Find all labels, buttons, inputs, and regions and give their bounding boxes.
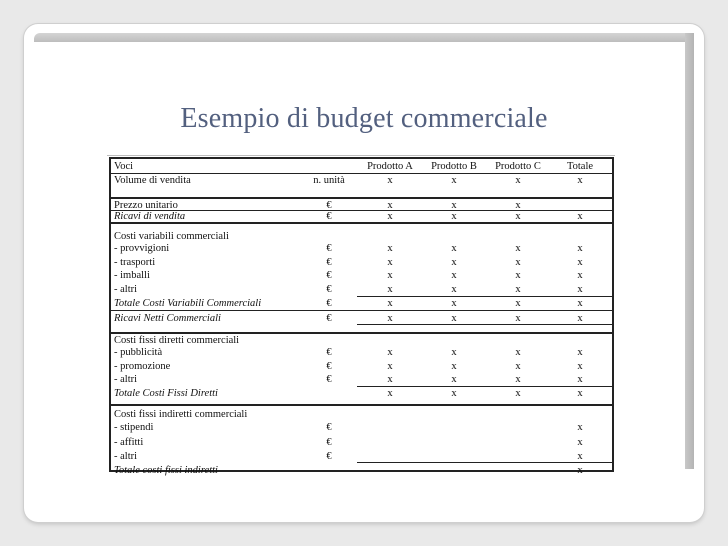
cell-prodotto-a: x [387,270,393,281]
cell-prodotto-c: x [515,211,521,222]
cell-label: Ricavi Netti Commerciali [114,313,221,324]
table-rule [111,197,612,199]
table-row [111,421,612,434]
cell-prodotto-b: x [451,243,457,254]
cell-totale: x [577,388,583,399]
table-rule [111,404,612,406]
table-rule [111,332,612,334]
cell-prodotto-a: x [387,388,393,399]
cell-prodotto-b: x [451,257,457,268]
cell-prodotto-b: x [451,313,457,324]
cell-prodotto-b: x [451,374,457,385]
cell-label: - altri [114,284,138,295]
cell-totale: x [577,175,583,186]
slide-top-bar [34,33,694,42]
table-row [111,269,612,282]
cell-prodotto-a: x [387,211,393,222]
cell-label: Costi fissi diretti commerciali [114,335,240,346]
cell-label: Volume di vendita [114,175,191,186]
cell-prodotto-a: x [387,374,393,385]
cell-totale: x [577,465,583,476]
cell-prodotto-b: x [451,361,457,372]
cell-unit: € [326,361,332,372]
cell-label: - pubblicità [114,347,163,358]
cell-totale: x [577,451,583,462]
cell-totale: x [577,422,583,433]
table-row [111,174,612,187]
table-row [111,242,612,255]
table-row [111,283,612,296]
table-row [111,464,612,477]
cell-unit: € [326,451,332,462]
cell-prodotto-c: x [515,270,521,281]
table-row [111,373,612,386]
slide-title: Esempio di budget commerciale [180,103,548,134]
table-rule [111,222,612,224]
cell-label: Totale Costi Variabili Commerciali [114,298,262,309]
slide-side-bar [685,33,694,469]
table-row [111,360,612,373]
cell-prodotto-c: x [515,347,521,358]
cell-unit: € [326,298,332,309]
cell-prodotto-a: x [387,243,393,254]
header-voci: Voci [114,161,134,172]
cell-totale: x [577,270,583,281]
cell-label: - trasporti [114,257,156,268]
cell-label: - imballi [114,270,150,281]
cell-label: Ricavi di vendita [114,211,186,222]
cell-totale: x [577,347,583,358]
cell-unit: € [326,374,332,385]
cell-label: - affitti [114,437,144,448]
cell-prodotto-c: x [515,298,521,309]
table-rule [357,386,612,387]
header-totale: Totale [566,161,594,172]
table-rule [111,210,612,211]
cell-totale: x [577,374,583,385]
cell-label: Totale Costi Fissi Diretti [114,388,218,399]
cell-label: - provvigioni [114,243,170,254]
cell-unit: € [326,284,332,295]
cell-unit: € [326,211,332,222]
cell-prodotto-c: x [515,374,521,385]
cell-prodotto-a: x [387,298,393,309]
cell-totale: x [577,211,583,222]
cell-prodotto-c: x [515,313,521,324]
cell-totale: x [577,437,583,448]
cell-prodotto-a: x [387,175,393,186]
cell-label: - altri [114,451,138,462]
cell-totale: x [577,257,583,268]
cell-prodotto-c: x [515,175,521,186]
cell-totale: x [577,284,583,295]
cell-unit: € [326,347,332,358]
cell-prodotto-c: x [515,200,521,211]
table-row [111,387,612,400]
cell-unit: € [326,243,332,254]
cell-prodotto-a: x [387,200,393,211]
cell-prodotto-c: x [515,361,521,372]
cell-prodotto-c: x [515,243,521,254]
table-rule [111,173,612,174]
cell-prodotto-c: x [515,388,521,399]
cell-prodotto-b: x [451,298,457,309]
cell-prodotto-c: x [515,257,521,268]
cell-unit: € [326,313,332,324]
table-rule [357,324,612,325]
cell-prodotto-b: x [451,211,457,222]
table-row [111,256,612,269]
table-row [111,346,612,359]
cell-unit: € [326,422,332,433]
cell-label: Totale costi fissi indiretti [114,465,218,476]
cell-prodotto-a: x [387,313,393,324]
table-row [111,436,612,449]
cell-prodotto-b: x [451,270,457,281]
table-rule [111,310,612,311]
header-prodotto-b: Prodotto B [431,161,477,172]
cell-prodotto-b: x [451,284,457,295]
cell-prodotto-b: x [451,388,457,399]
cell-unit: n. unità [313,175,345,186]
cell-label: - promozione [114,361,171,372]
cell-prodotto-a: x [387,284,393,295]
cell-prodotto-b: x [451,200,457,211]
cell-label: Prezzo unitario [114,200,178,211]
header-prodotto-c: Prodotto C [495,161,541,172]
cell-label: Costi variabili commerciali [114,231,229,242]
cell-unit: € [326,200,332,211]
budget-table [109,157,614,476]
cell-totale: x [577,361,583,372]
cell-prodotto-c: x [515,284,521,295]
cell-unit: € [326,437,332,448]
cell-prodotto-b: x [451,347,457,358]
table-row [111,408,612,421]
cell-prodotto-a: x [387,347,393,358]
cell-totale: x [577,243,583,254]
cell-prodotto-a: x [387,257,393,268]
cell-unit: € [326,257,332,268]
title-divider [107,155,615,156]
table-rule [357,462,612,463]
cell-label: Costi fissi indiretti commerciali [114,409,248,420]
header-prodotto-a: Prodotto A [367,161,413,172]
cell-prodotto-a: x [387,361,393,372]
cell-totale: x [577,313,583,324]
cell-prodotto-b: x [451,175,457,186]
table-row [111,297,612,310]
table-rule [357,296,612,297]
cell-unit: € [326,270,332,281]
cell-label: - stipendi [114,422,154,433]
cell-label: - altri [114,374,138,385]
cell-totale: x [577,298,583,309]
table-header-row [111,160,612,173]
